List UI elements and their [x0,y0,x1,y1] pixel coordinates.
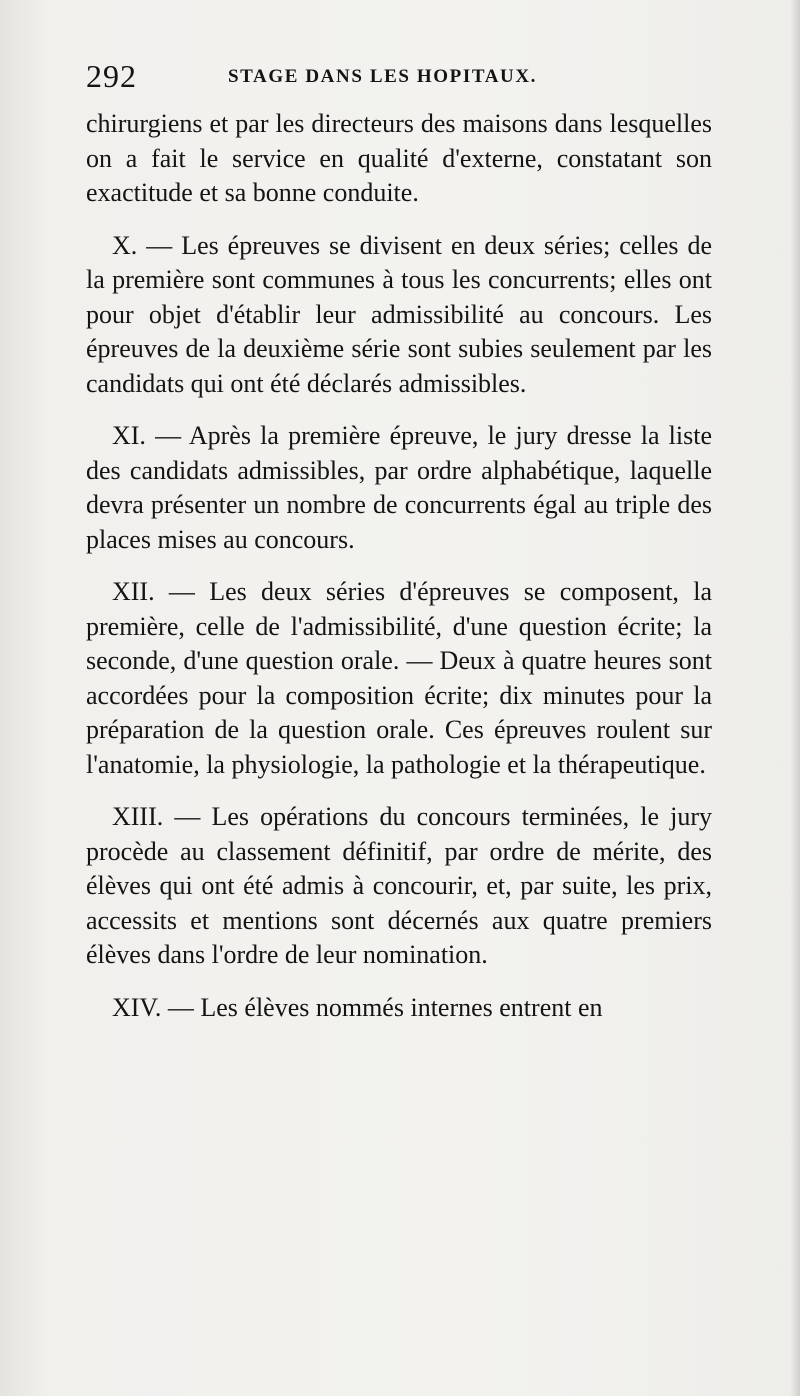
paragraph-continuation: chirurgiens et par les directeurs des maisons dans lesquelles on a fait le service en qualité d'externe, constatant son exactitude et sa bonne conduite. [86,109,712,207]
paragraph-article-xiv: XIV. — Les élèves nommés internes entrent en [112,992,603,1022]
paragraph-article-xiii: XIII. — Les opérations du concours terminées, le jury procède au classement définitif, par ordre de mérite, des élèves qui ont été admis à concourir, et, par suite, les prix, accessits et mentions sont décernés aux quatre premiers élèves dans l'ordre de leur nomination. [86,802,712,969]
page-number: 292 [86,58,137,94]
page-header [86,56,716,96]
paragraph-article-xi: XI. — Après la première épreuve, le jury dresse la liste des candidats admissibles, par ordre alphabétique, laquelle devra présenter un nombre de concurrents égal au triple des places mises au concours. [86,421,712,554]
paragraph-article-x: X. — Les épreuves se divisent en deux séries; celles de la première sont communes à tous les concurrents; elles ont pour objet d'établir leur admissibilité au concours. Les épreuves de la deuxième série sont subies seulement par les candidats qui ont été déclarés admissibles. [86,230,712,398]
running-head: STAGE DANS LES HOPITAUX. [228,66,538,87]
paragraph-article-xii: XII. — Les deux séries d'épreuves se composent, la première, celle de l'admissibilité, d'une question écrite; la seconde, d'une question orale. — Deux à quatre heures sont accordées pour la composition écrite; dix minutes pour la préparation de la question orale. Ces épreuves roulent sur l'anatomie, la physiologie, la pathologie et la thérapeutique. [86,577,712,779]
body-text [86,107,712,1025]
page-edge-shadow [790,0,800,1396]
